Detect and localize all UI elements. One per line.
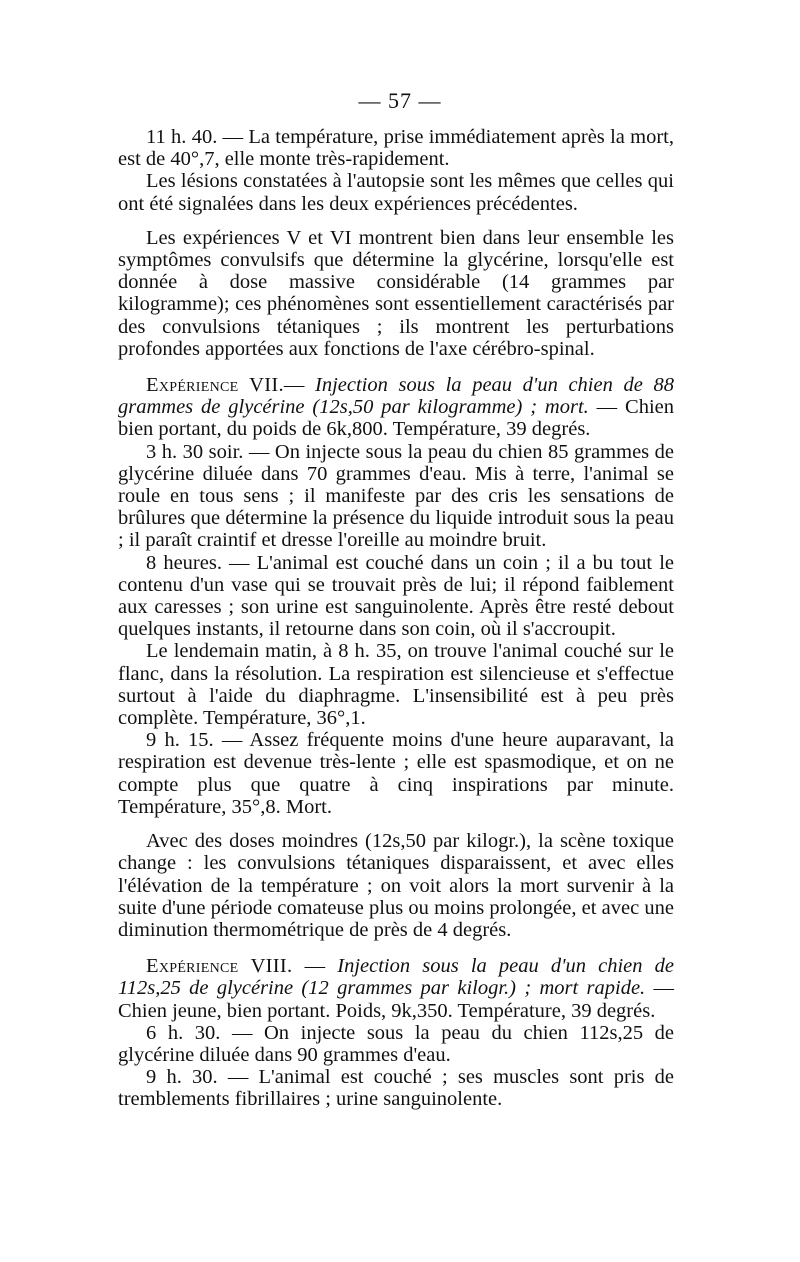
experiment-heading [118,374,674,441]
paragraph [118,1066,674,1110]
paragraph [118,170,674,214]
paragraph [118,441,674,552]
paragraph [118,227,674,360]
experiment-label: Expérience VIII. [146,955,293,978]
paragraph-text: 6 h. 30. — On injecte sous la peau du chien 112s,25 de glycérine diluée dans 90 grammes d'eau. [118,1021,674,1066]
paragraph-text: Les expériences V et VI montrent bien dans leur ensemble les symptômes convulsifs que détermine la glycérine, lorsqu'elle est donnée à dose massive considérable (14 grammes par kilogramme); ces phénomènes sont essentiellement caractérisés par des convulsions tétaniques ; ils montrent les perturbations profondes apportées aux fonctions de l'axe cérébro-spinal. [118,226,674,360]
paragraph-text: 11 h. 40. — La température, prise immédiatement après la mort, est de 40°,7, elle monte très-rapidement. [118,126,674,171]
experiment-heading [118,955,674,1022]
experiment-title: Injection sous la peau d'un chien de 88 grammes de glycérine (12s,50 par kilogramme) ; mort. [118,374,674,419]
paragraph-text: Les lésions constatées à l'autopsie sont les mêmes que celles qui ont été signalées dans les deux expériences précédentes. [118,170,674,215]
experiment-subject: — Chien jeune, bien portant. Poids, 9k,350. Température, 39 degrés. [118,977,675,1022]
separator: — [292,955,338,978]
experiment-subject: — Chien bien portant, du poids de 6k,800. Température, 39 degrés. [118,396,674,441]
paragraph-text: 3 h. 30 soir. — On injecte sous la peau du chien 85 grammes de glycérine diluée dans 70 grammes d'eau. Mis à terre, l'animal se roule en tous sens ; il manifeste par des cris les sensations de brûlures que détermine la présence du liquide introduit sous la peau ; il paraît craintif et dresse l'oreille au moindre bruit. [118,440,674,552]
paragraph [118,729,674,818]
body-text [118,126,674,1111]
paragraph [118,126,674,170]
experiment-label: Expérience VII. [146,374,284,397]
separator: — [283,374,316,397]
paragraph-text: Le lendemain matin, à 8 h. 35, on trouve l'animal couché sur le flanc, dans la résolution. La respiration est silencieuse et s'effectue surtout à l'aide du diaphragme. L'insensibilité est à peu près complète. Température, 36°,1. [118,640,674,730]
paragraph-text: 9 h. 30. — L'animal est couché ; ses muscles sont pris de tremblements fibrillaires ; urine sanguinolente. [118,1066,674,1111]
paragraph-text: 8 heures. — L'animal est couché dans un coin ; il a bu tout le contenu d'un vase qui se trouvait près de lui; il répond faiblement aux caresses ; son urine est sanguinolente. Après être resté debout quelques instants, il retourne dans son coin, où il s'accroupit. [118,551,674,641]
page-number: — 57 — [358,88,442,113]
paragraph [118,640,674,729]
paragraph [118,552,674,641]
paragraph [118,830,674,941]
paragraph [118,1022,674,1066]
experiment-title: Injection sous la peau d'un chien de 112s,25 de glycérine (12 grammes par kilogr.) ; mort rapide. [118,955,674,1000]
paragraph-text: Avec des doses moindres (12s,50 par kilogr.), la scène toxique change : les convulsions tétaniques disparaissent, et avec elles l'élévation de la température ; on voit alors la mort survenir à la suite d'une période comateuse plus ou moins prolongée, et avec une diminution thermométrique de près de 4 degrés. [118,830,674,941]
paragraph-text: 9 h. 15. — Assez fréquente moins d'une heure auparavant, la respiration est devenue très-lente ; elle est spasmodique, et on ne compte plus que quatre à cinq inspirations par minute. Température, 35°,8. Mort. [118,729,674,818]
